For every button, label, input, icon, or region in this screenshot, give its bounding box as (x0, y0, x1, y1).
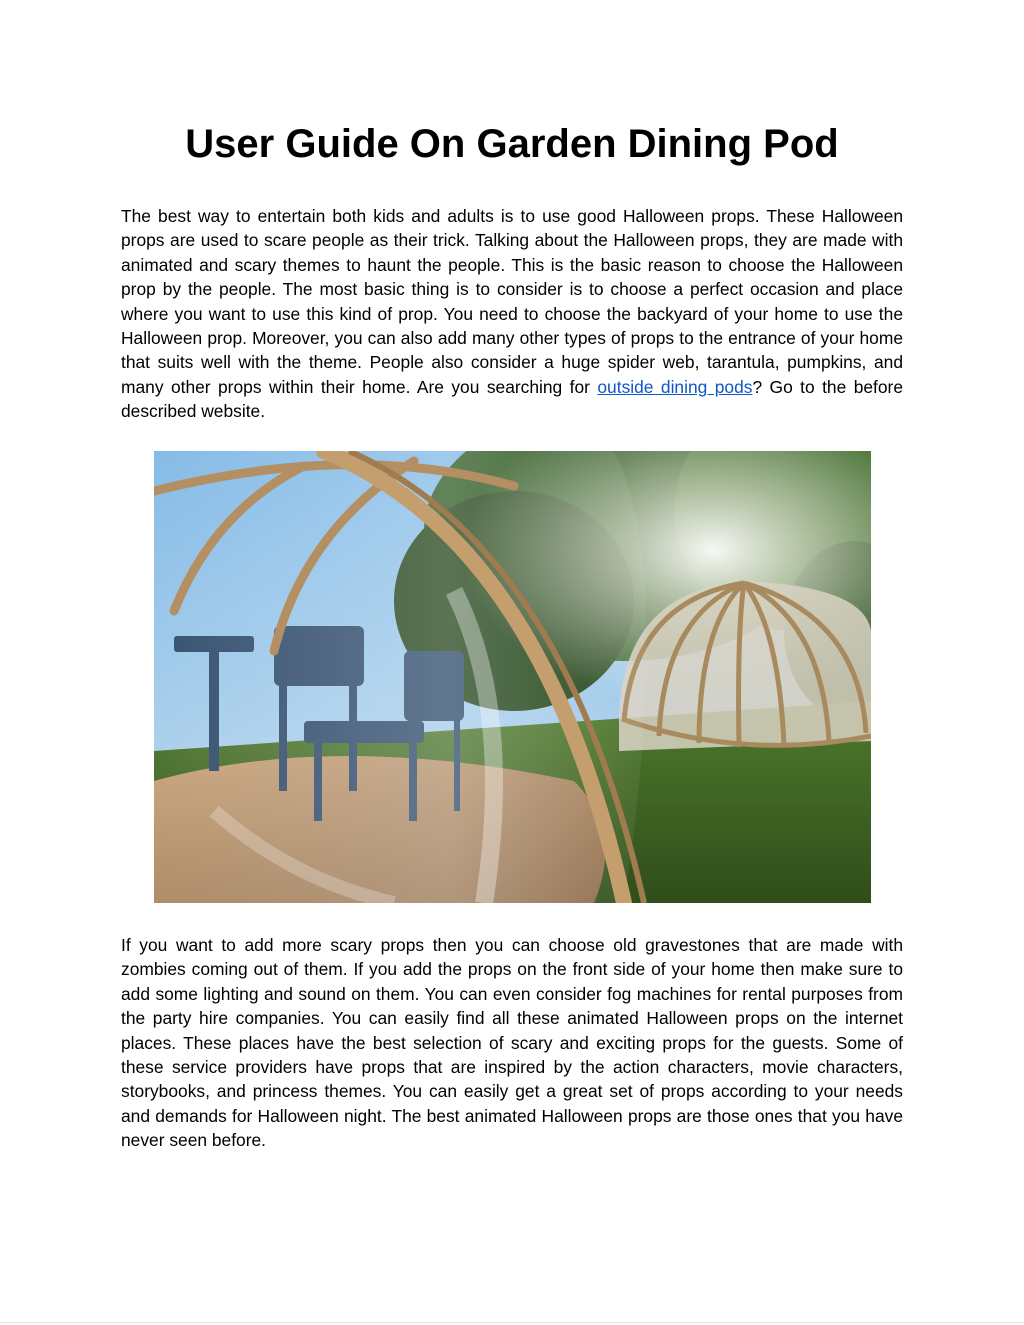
intro-paragraph (121, 204, 903, 424)
intro-text: The best way to entertain both kids and adults is to use good Halloween props. These Halloween props are used to scare people as their trick. Talking about the Halloween props, they are made with animated and scary themes to haunt the people. This is the basic reason to choose the Halloween prop by the people. The most basic thing is to consider is to choose a perfect occasion and place where you want to use this kind of prop. You need to choose the backyard of your home to use the Halloween prop. Moreover, you can also add many other types of props to the entrance of your home that suits well with the theme. People also consider a huge spider web, tarantula, pumpkins, and many other props within their home. Are you searching for (121, 206, 903, 397)
intro-text-end: ? Go to the before described website. (121, 376, 904, 422)
outside-dining-pods-link[interactable]: outside dining pods (597, 376, 753, 397)
page-title: User Guide On Garden Dining Pod (185, 122, 839, 166)
garden-dining-pod-photo (154, 451, 871, 903)
second-paragraph: If you want to add more scary props then you can choose old gravestones that are made with zombies coming out of them. If you add the props on the front side of your home then make sure to add some lighting and sound on them. You can even consider fog machines for rental purposes from the party hire companies. You can easily find all these animated Halloween props on the internet places. These places have the best selection of scary and exciting props for the guests. Some of these service providers have props that are inspired by the action characters, movie characters, storybooks, and princess themes. You can easily get a great set of props according to your needs and demands for Halloween night. The best animated Halloween props are those ones that you have never seen before. (121, 935, 903, 1151)
page-bottom-divider (0, 1322, 1024, 1323)
